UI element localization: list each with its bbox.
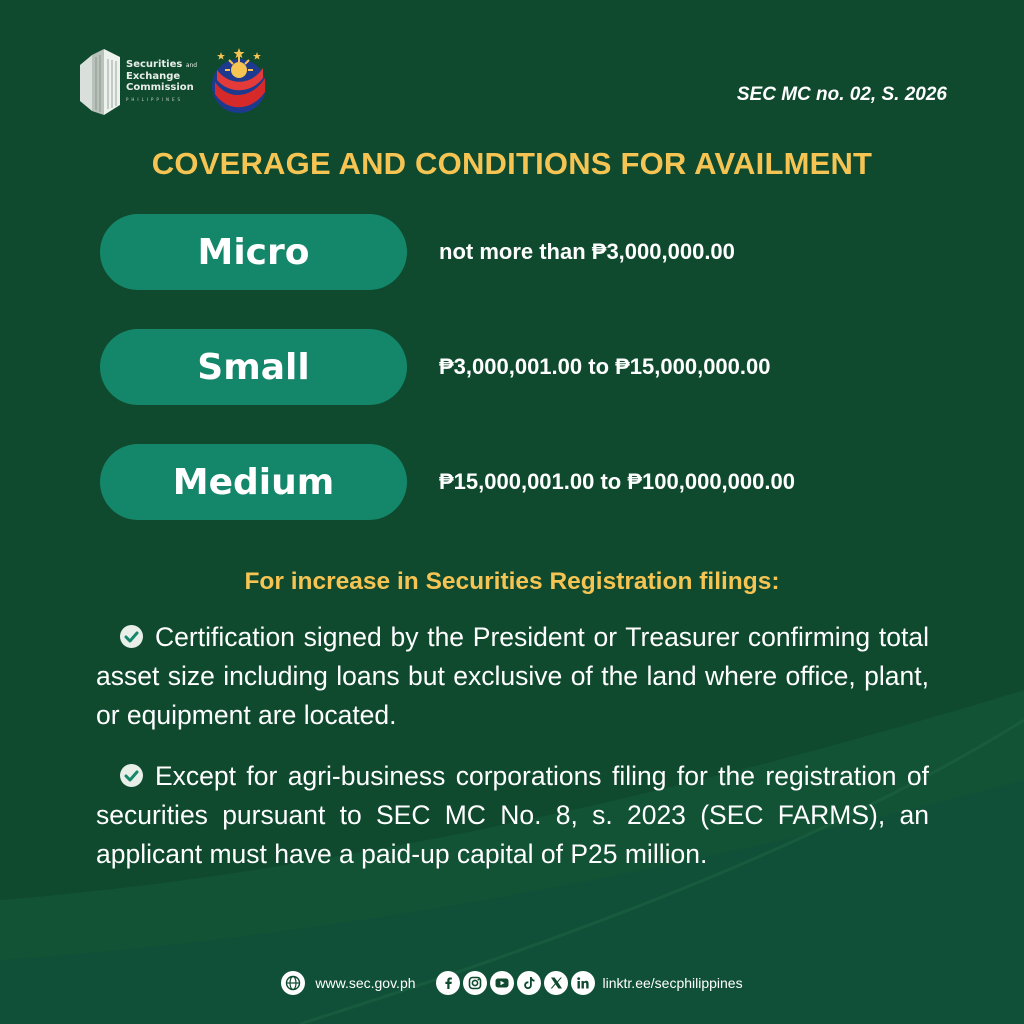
website-link[interactable]: www.sec.gov.ph (315, 975, 416, 991)
tier-row-micro (100, 214, 880, 290)
requirement-item (96, 618, 929, 735)
instagram-icon[interactable] (463, 971, 487, 995)
requirements-heading: For increase in Securities Registration filings: (244, 568, 780, 595)
page-title: COVERAGE AND CONDITIONS FOR AVAILMENT (151, 146, 873, 181)
sec-wordmark: Securities and Exchange Commission PHILIPPINES (126, 59, 198, 102)
globe-icon (281, 971, 305, 995)
tier-range-micro: not more than ₱3,000,000.00 (439, 239, 735, 264)
tier-range-small: ₱3,000,001.00 to ₱15,000,000.00 (439, 354, 771, 379)
youtube-icon[interactable] (490, 971, 514, 995)
tier-label-medium: Medium (100, 444, 407, 520)
facebook-icon[interactable] (436, 971, 460, 995)
linkedin-icon[interactable] (571, 971, 595, 995)
requirement-text: Certification signed by the President or Treasurer confirming total asset size including loans but exclusive of the land where office, plant, or equipment are located. (96, 622, 929, 730)
requirement-text: Except for agri-business corporations filing for the registration of securities pursuant to SEC MC No. 8, s. 2023 (SEC FARMS), an applicant must have a paid-up capital of P25 million. (96, 761, 929, 869)
tier-label-small: Small (100, 329, 407, 405)
sec-logo (78, 47, 197, 117)
sec-building-icon (78, 47, 122, 117)
tier-row-small (100, 329, 880, 405)
tier-row-medium (100, 444, 880, 520)
tiktok-icon[interactable] (517, 971, 541, 995)
footer (0, 968, 1024, 998)
requirement-item (96, 757, 929, 874)
check-icon (120, 625, 143, 648)
bagong-pilipinas-logo-icon (207, 48, 271, 114)
tier-label-micro: Micro (100, 214, 407, 290)
check-icon (120, 764, 143, 787)
x-icon[interactable] (544, 971, 568, 995)
memorandum-reference: SEC MC no. 02, S. 2026 (736, 84, 947, 105)
tier-range-medium: ₱15,000,001.00 to ₱100,000,000.00 (439, 469, 795, 494)
linktree-link[interactable]: linktr.ee/secphilippines (602, 975, 743, 991)
